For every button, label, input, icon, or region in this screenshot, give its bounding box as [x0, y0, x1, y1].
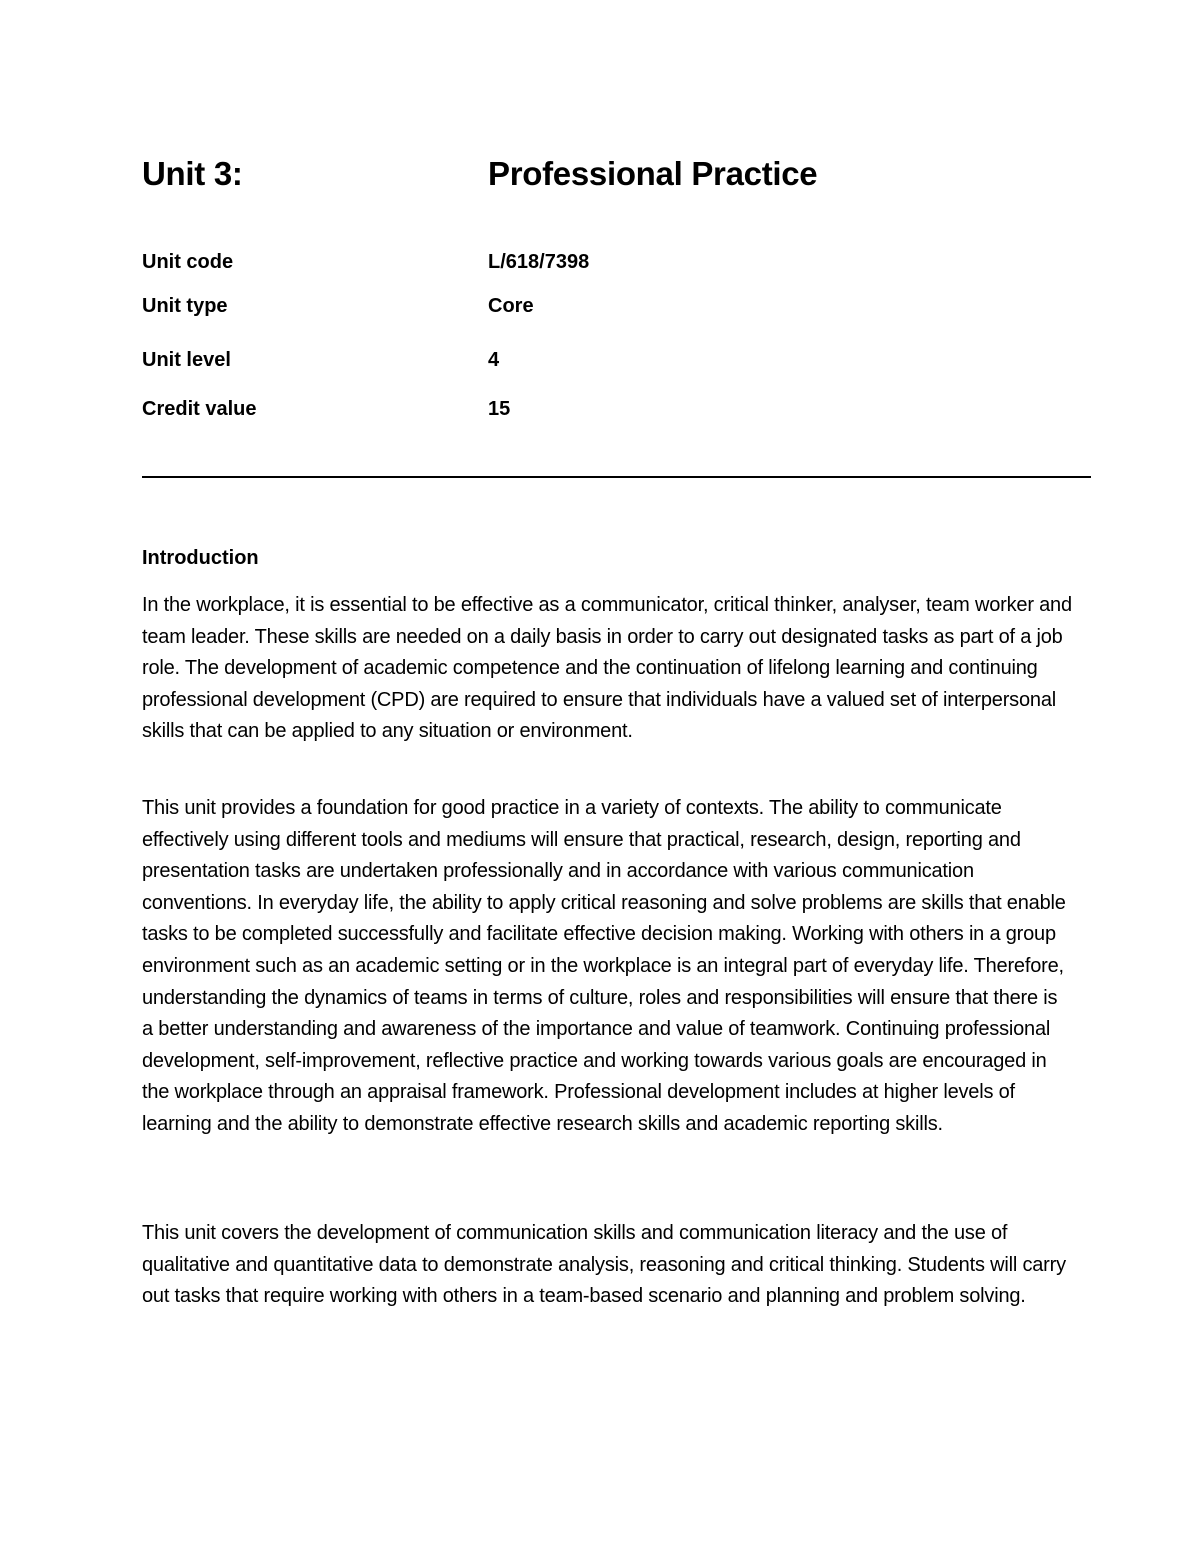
paragraph-text: This unit provides a foundation for good practice in a variety of contexts. The ability to communicate effectively using different tools and mediums will ensure that practical, research, design, reporting and presentation tasks are undertaken professionally and in accordance with various communication conventions. In everyday life, the ability to apply critical reasoning and solve problems are skills that enable tasks to be completed successfully and facilitate effective decision making. Working with others in a group environment such as an academic setting or in the workplace is an integral part of everyday life. Therefore, understanding the dynamics of teams in terms of culture, roles and responsibilities will ensure that there is a better understanding and awareness of the importance and value of teamwork. Continuing professional development, self-improvement, reflective practice and working towards various goals are encouraged in the workplace through an appraisal framework. Professional development includes at higher levels of learning and the ability to demonstrate effective research skills and academic reporting skills. [142, 797, 1066, 1135]
introduction-heading: Introduction [142, 547, 259, 569]
unit-level-value: 4 [488, 349, 500, 371]
credit-value-label: Credit value [142, 398, 257, 420]
meta-row-credit-value [142, 396, 1092, 424]
credit-value-value: 15 [488, 398, 511, 420]
unit-title: Professional Practice [488, 155, 818, 192]
unit-title-row [142, 152, 1092, 200]
introduction-paragraph-2 [142, 793, 1072, 1153]
meta-row-unit-level [142, 347, 1092, 375]
unit-code-label: Unit code [142, 251, 234, 273]
unit-code-value: L/618/7398 [488, 251, 590, 273]
meta-row-unit-code [142, 249, 1092, 277]
introduction-paragraph-3 [142, 1218, 1072, 1325]
unit-level-label: Unit level [142, 349, 231, 371]
meta-row-unit-type [142, 293, 1092, 321]
paragraph-text: In the workplace, it is essential to be effective as a communicator, critical thinker, analyser, team worker and team leader. These skills are needed on a daily basis in order to carry out designated tasks as part of a job role. The development of academic competence and the continuation of lifelong learning and continuing professional development (CPD) are required to ensure that individuals have a valued set of interpersonal skills that can be applied to any situation or environment. [142, 594, 1072, 743]
introduction-paragraph-1 [142, 590, 1072, 760]
unit-type-label: Unit type [142, 295, 228, 317]
horizontal-divider [142, 476, 1091, 478]
unit-number: Unit 3: [142, 155, 243, 192]
unit-type-value: Core [488, 295, 534, 317]
paragraph-text: This unit covers the development of communication skills and communication literacy and the use of qualitative and quantitative data to demonstrate analysis, reasoning and critical thinking. Students will carry out tasks that require working with others in a team-based scenario and planning and problem solving. [142, 1222, 1066, 1308]
